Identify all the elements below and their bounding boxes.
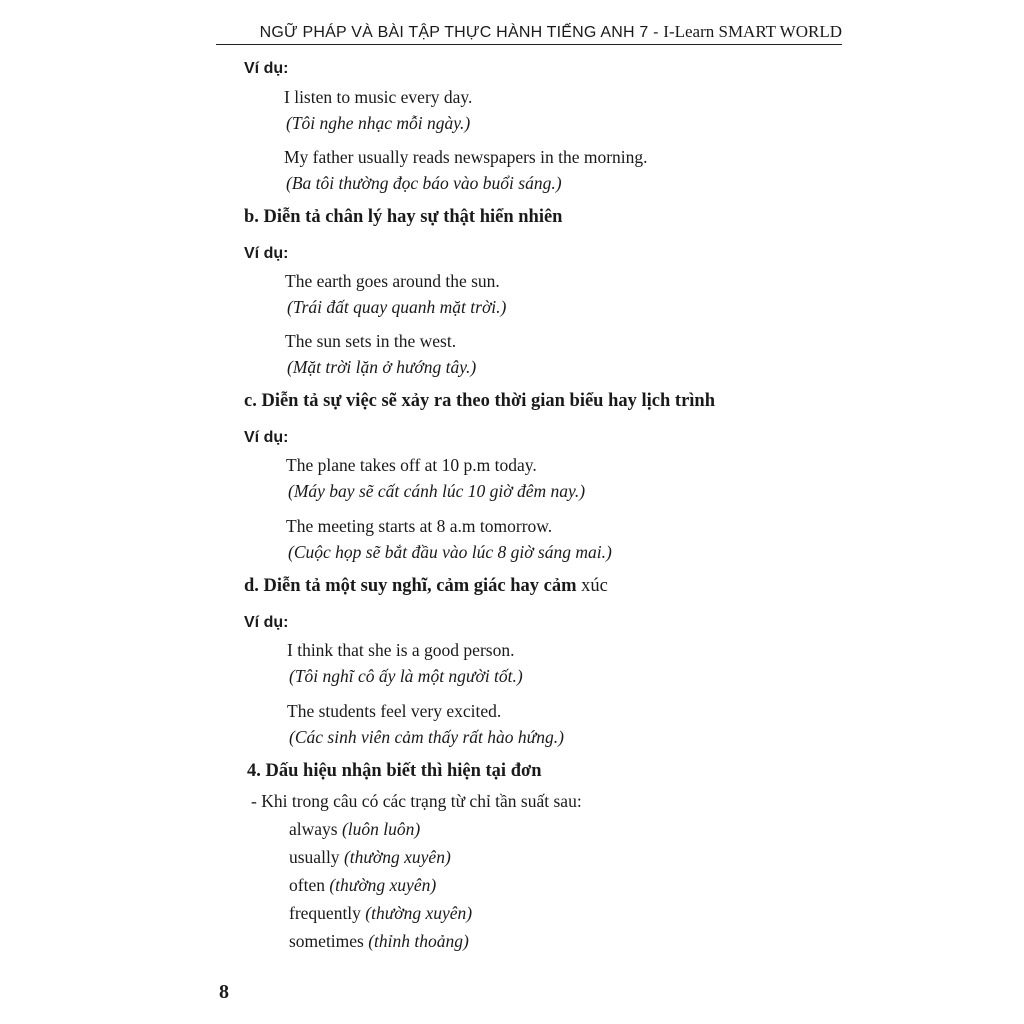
adverb-meaning: (thường xuyên) — [329, 875, 437, 895]
adverb-item — [289, 819, 420, 840]
section-heading-4: 4. Dấu hiệu nhận biết thì hiện tại đơn — [247, 761, 542, 781]
example-translation: (Tôi nghĩ cô ấy là một người tốt.) — [289, 666, 523, 686]
example-translation: (Máy bay sẽ cất cánh lúc 10 giờ đêm nay.) — [288, 481, 586, 501]
example-label: Ví dụ: — [244, 245, 289, 262]
example-translation: (Mặt trời lặn ở hướng tây.) — [287, 357, 477, 377]
example-english: I listen to music every day. — [284, 87, 473, 107]
page-number: 8 — [219, 981, 229, 1003]
adverb-word: always — [289, 819, 338, 839]
example-english: The sun sets in the west. — [285, 331, 457, 351]
adverb-meaning: (thỉnh thoảng) — [368, 931, 469, 951]
adverb-item — [289, 931, 469, 952]
adverb-item — [289, 847, 451, 868]
adverb-meaning: (thường xuyên) — [365, 903, 473, 923]
header-title-sans: NGỮ PHÁP VÀ BÀI TẬP THỰC HÀNH TIẾNG ANH 7 - — [259, 24, 664, 41]
section-heading-c: c. Diễn tả sự việc sẽ xảy ra theo thời gian biểu hay lịch trình — [244, 391, 715, 411]
adverb-word: frequently — [289, 903, 361, 923]
example-english: My father usually reads newspapers in the morning. — [284, 147, 648, 167]
adverb-word: usually — [289, 847, 340, 867]
section-4-intro: - Khi trong câu có các trạng từ chỉ tần suất sau: — [251, 791, 582, 811]
example-english: The plane takes off at 10 p.m today. — [286, 455, 537, 475]
running-header — [216, 22, 842, 45]
example-label: Ví dụ: — [244, 614, 289, 631]
example-label: Ví dụ: — [244, 429, 289, 446]
adverb-item — [289, 875, 436, 896]
section-heading-d-bold: d. Diễn tả một suy nghĩ, cảm giác hay cảm — [244, 576, 577, 596]
example-translation: (Các sinh viên cảm thấy rất hào hứng.) — [289, 727, 564, 747]
example-translation: (Trái đất quay quanh mặt trời.) — [287, 297, 507, 317]
example-english: I think that she is a good person. — [287, 640, 515, 660]
example-english: The meeting starts at 8 a.m tomorrow. — [286, 516, 553, 536]
adverb-word: sometimes — [289, 931, 364, 951]
example-translation: (Tôi nghe nhạc mỗi ngày.) — [286, 113, 471, 133]
example-translation: (Cuộc họp sẽ bắt đầu vào lúc 8 giờ sáng mai.) — [288, 542, 612, 562]
example-english: The students feel very excited. — [287, 701, 502, 721]
section-heading-b: b. Diễn tả chân lý hay sự thật hiển nhiên — [244, 207, 563, 227]
adverb-word: often — [289, 875, 325, 895]
example-label: Ví dụ: — [244, 60, 289, 77]
header-title-serif: I-Learn SMART WORLD — [663, 22, 842, 41]
section-heading-d-rest: xúc — [581, 576, 608, 596]
adverb-meaning: (thường xuyên) — [343, 847, 451, 867]
adverb-meaning: (luôn luôn) — [341, 819, 421, 839]
adverb-item — [289, 903, 472, 924]
example-english: The earth goes around the sun. — [285, 271, 500, 291]
section-heading-d — [244, 576, 608, 597]
example-translation: (Ba tôi thường đọc báo vào buổi sáng.) — [286, 173, 562, 193]
